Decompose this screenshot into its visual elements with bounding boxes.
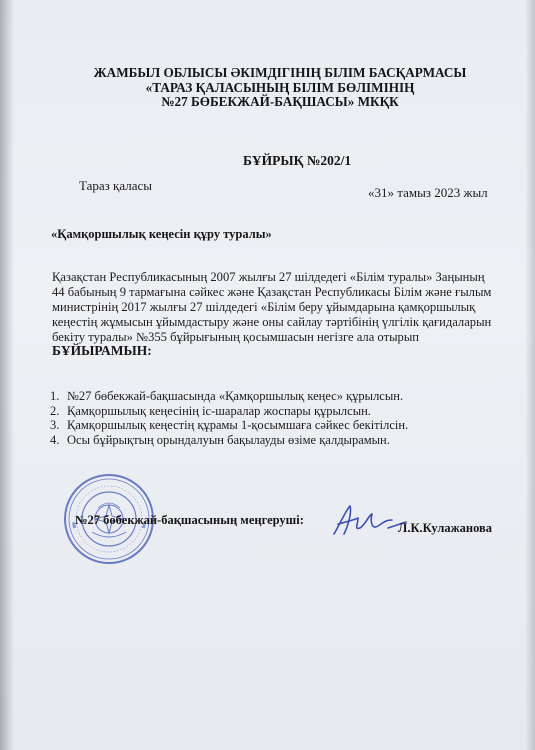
list-item <box>50 389 408 404</box>
header-line-2: «ТАРАЗ ҚАЛАСЫНЫҢ БІЛІМ БӨЛІМІНІҢ <box>145 79 415 95</box>
list-item-number: 4. <box>50 432 60 447</box>
list-item-text: Қамқоршылық кеңесінің іс-шаралар жоспары құрылсын. <box>67 403 371 418</box>
signatory-role: №27 бөбекжай-бақшасының меңгеруші: <box>75 513 304 527</box>
list-item <box>50 433 408 448</box>
list-item-text: Қамқоршылық кеңестің құрамы 1-қосымшаға сәйкес бекітілсін. <box>67 418 409 432</box>
order-title: БҰЙРЫҚ №202/1 <box>243 153 352 168</box>
list-item-number: 1. <box>50 389 60 403</box>
body-line: Қазақстан Республикасының 2007 жылғы 27 шілдедегі «Білім туралы» Заңының <box>52 270 485 284</box>
list-item-text: Осы бұйрықтың орындалуын бақылауды өзіме қалдырамын. <box>67 432 390 447</box>
order-word: БҰЙЫРАМЫН: <box>52 343 152 358</box>
order-date: «31» тамыз 2023 жыл <box>368 185 488 200</box>
list-item-number: 3. <box>50 418 60 432</box>
list-item-text: №27 бөбекжай-бақшасында «Қамқоршылық кеңес» құрылсын. <box>67 389 404 403</box>
header-line-3: №27 БӨБЕКЖАЙ-БАҚШАСЫ» МКҚК <box>161 94 399 109</box>
signatory-name: Л.К.Кулажанова <box>398 521 493 535</box>
body-line: министрінің 2017 жылғы 27 шілдедегі «Білім беру ұйымдарына қамқоршылық <box>52 300 476 314</box>
body-line: кеңестің жұмысын ұйымдастыру және оны сайлау тәртібінің үлгілік қағидаларын <box>52 315 492 329</box>
order-items-list <box>50 389 408 447</box>
list-item <box>50 418 408 433</box>
organization-header <box>60 66 500 110</box>
order-subject: «Қамқоршылық кеңесін құру туралы» <box>51 227 272 241</box>
list-item-number: 2. <box>50 403 60 418</box>
body-line: бекіту туралы» №355 бұйрығының қосымшасын негізге ала отырып <box>52 330 420 344</box>
page-edge-shadow-left <box>0 0 14 750</box>
signature-icon <box>328 500 408 544</box>
city-label: Тараз қаласы <box>79 178 153 193</box>
list-item <box>50 404 408 419</box>
body-line: 44 бабының 9 тармағына сәйкес және Қазақстан Республикасы Білім және ғылым <box>52 285 492 299</box>
page-edge-shadow-right <box>525 0 535 750</box>
header-line-1: ЖАМБЫЛ ОБЛЫСЫ ӘКІМДІГІНІҢ БІЛІМ БАСҚАРМАСЫ <box>93 65 467 80</box>
